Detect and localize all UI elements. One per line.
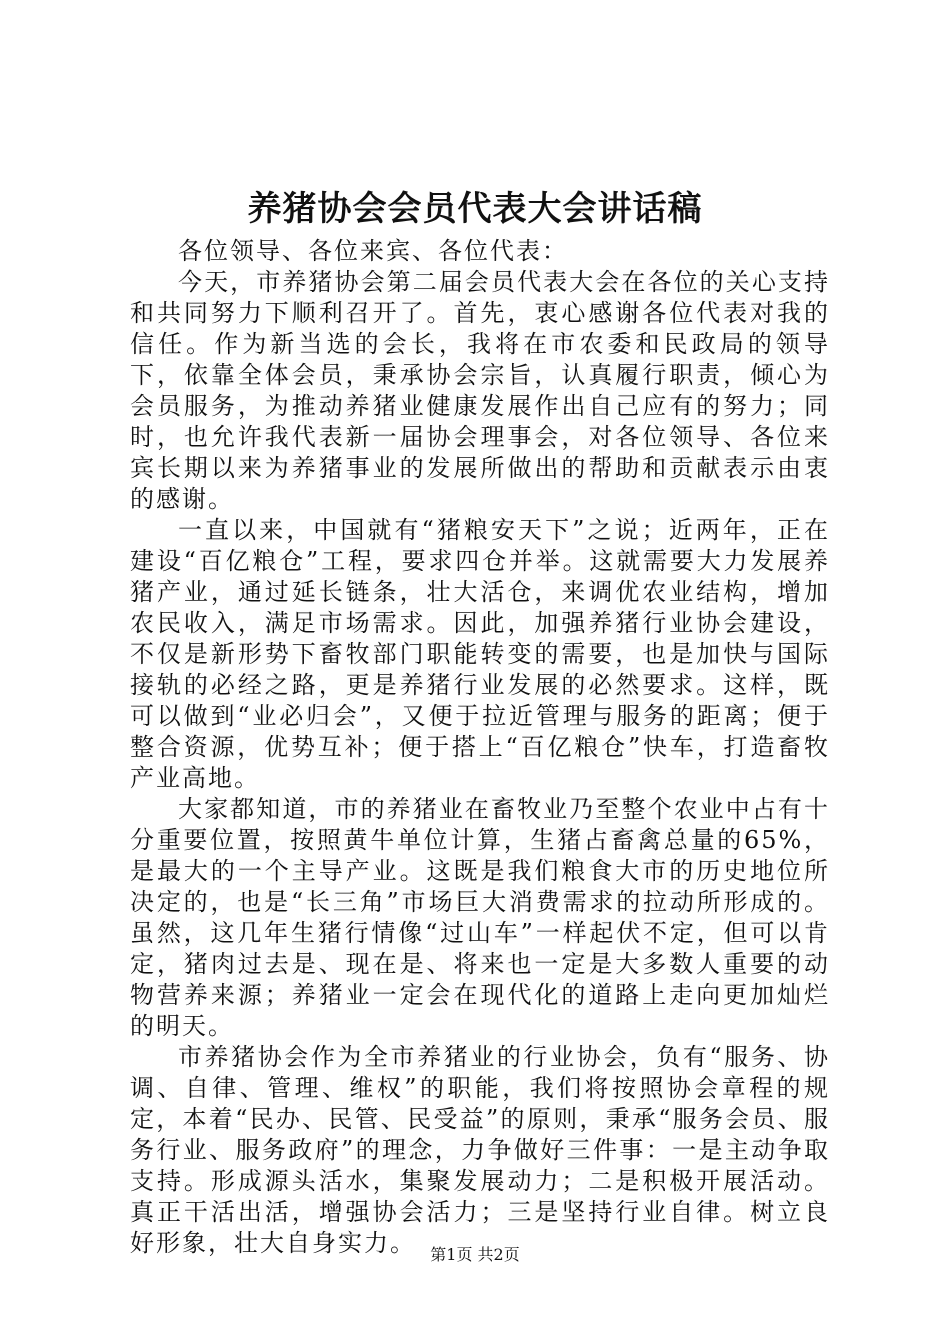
body-paragraph-3: 大家都知道，市的养猪业在畜牧业乃至整个农业中占有十分重要位置，按照黄牛单位计算，生猪占畜禽总量的65%，是最大的一个主导产业。这既是我们粮食大市的历史地位所决定的，也是“长三角”市场巨大消费需求的拉动所形成的。虽然，这几年生猪行情像“过山车”一样起伏不定，但可以肯定，猪肉过去是、现在是、将来也一定是大多数人重要的动物营养来源；养猪业一定会在现代化的道路上走向更加灿烂的明天。 — [130, 795, 830, 1040]
document-body — [130, 236, 830, 1259]
greeting-paragraph: 各位领导、各位来宾、各位代表： — [178, 237, 568, 265]
page-number-footer: 第1页 共2页 — [430, 1245, 520, 1264]
document-title: 养猪协会会员代表大会讲话稿 — [247, 189, 703, 229]
body-paragraph-4: 市养猪协会作为全市养猪业的行业协会，负有“服务、协调、自律、管理、维权”的职能，我们将按照协会章程的规定，本着“民办、民管、民受益”的原则，秉承“服务会员、服务行业、服务政府”的理念，力争做好三件事：一是主动争取支持。形成源头活水，集聚发展动力；二是积极开展活动。真正干活出活，增强协会活力；三是坚持行业自律。树立良好形象，壮大自身实力。 — [130, 1043, 830, 1257]
body-paragraph-2: 一直以来，中国就有“猪粮安天下”之说；近两年，正在建设“百亿粮仓”工程，要求四仓并举。这就需要大力发展养猪产业，通过延长链条，壮大活仓，来调优农业结构，增加农民收入，满足市场需求。因此，加强养猪行业协会建设，不仅是新形势下畜牧部门职能转变的需要，也是加快与国际接轨的必经之路，更是养猪行业发展的必然要求。这样，既可以做到“业必归会”，又便于拉近管理与服务的距离；便于整合资源，优势互补；便于搭上“百亿粮仓”快车，打造畜牧产业高地。 — [130, 516, 830, 792]
body-paragraph-1: 今天，市养猪协会第二届会员代表大会在各位的关心支持和共同努力下顺利召开了。首先，衷心感谢各位代表对我的信任。作为新当选的会长，我将在市农委和民政局的领导下，依靠全体会员，秉承协会宗旨，认真履行职责，倾心为会员服务，为推动养猪业健康发展作出自己应有的努力；同时，也允许我代表新一届协会理事会，对各位领导、各位来宾长期以来为养猪事业的发展所做出的帮助和贡献表示由衷的感谢。 — [130, 268, 830, 513]
